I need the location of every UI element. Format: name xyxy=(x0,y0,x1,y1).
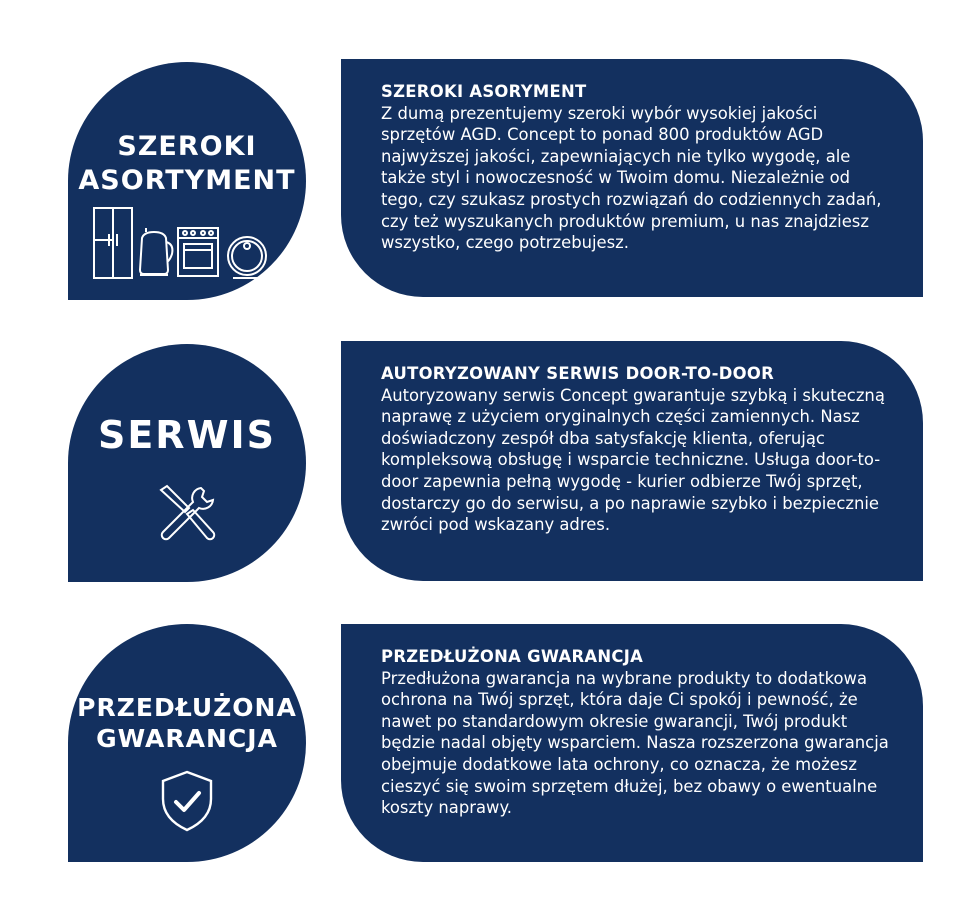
badge-title-line2: ASORTYMENT xyxy=(78,164,296,196)
badge-title-line2: GWARANCJA xyxy=(96,724,278,754)
card-body: Z dumą prezentujemy szeroki wybór wysokiej jakości sprzętów AGD. Concept to ponad 800 produktów AGD najwyższej jakości, zapewniających nie tylko wygodę, ale także styl i nowoczesność w Twoim domu. Niezależnie od tego, czy szukasz prostych rozwiązań do codziennych zadań, czy też wyszukanych produktów premium, u nas znajdziesz wszystko, czego potrzebujesz. xyxy=(381,103,882,253)
robot-vacuum-icon xyxy=(228,237,266,278)
card-body: Przedłużona gwarancja na wybrane produkty to dodatkowa ochrona na Twój sprzęt, która daje Ci spokój i pewność, że nawet po standardowym okresie gwarancji, Twój produkt będzie nadal objęty wsparciem. Nasza rozszerzona gwarancja obejmuje dodatkowe lata ochrony, co oznacza, że możesz cieszyć się swoim sprzętem dłużej, bez obawy o ewentualne koszty naprawy. xyxy=(381,668,889,818)
badge-title-line1: SZEROKI xyxy=(117,131,257,162)
card-body: Autoryzowany serwis Concept gwarantuje szybką i skuteczną naprawę z użyciem oryginalnych części zamiennych. Nasz doświadczony zespół dba satysfakcję klienta, oferując kompleksową obsługę i wsparcie techniczne. Usługa door-to-door zapewnia pełną wygodę - kurier odbierze Twój sprzęt, dostarczy go do serwisu, a po naprawie szybko i bezpiecznie zwróci pod wskazany adres. xyxy=(381,385,885,535)
badge-przedluzona-gwarancja xyxy=(68,624,306,862)
kettle-icon xyxy=(140,228,172,275)
card-serwis xyxy=(341,341,923,581)
appliances-icons xyxy=(92,204,282,284)
oven-icon xyxy=(178,228,218,276)
card-heading: AUTORYZOWANY SERWIS DOOR-TO-DOOR xyxy=(381,364,775,383)
card-przedluzona-gwarancja xyxy=(341,624,923,862)
card-szeroki-asortyment xyxy=(341,59,923,297)
badge-title xyxy=(68,412,306,460)
badge-title-line1: SERWIS xyxy=(97,413,276,457)
badge-serwis xyxy=(68,344,306,582)
badge-title xyxy=(68,692,306,755)
fridge-icon xyxy=(94,208,132,278)
badge-title xyxy=(68,130,306,198)
tools-icon xyxy=(155,482,219,546)
card-heading: SZEROKI ASORYMENT xyxy=(381,82,587,101)
shield-check-icon xyxy=(159,769,215,833)
badge-szeroki-asortyment xyxy=(68,62,306,300)
badge-title-line1: PRZEDŁUŻONA xyxy=(77,693,297,722)
card-heading: PRZEDŁUŻONA GWARANCJA xyxy=(381,647,644,666)
